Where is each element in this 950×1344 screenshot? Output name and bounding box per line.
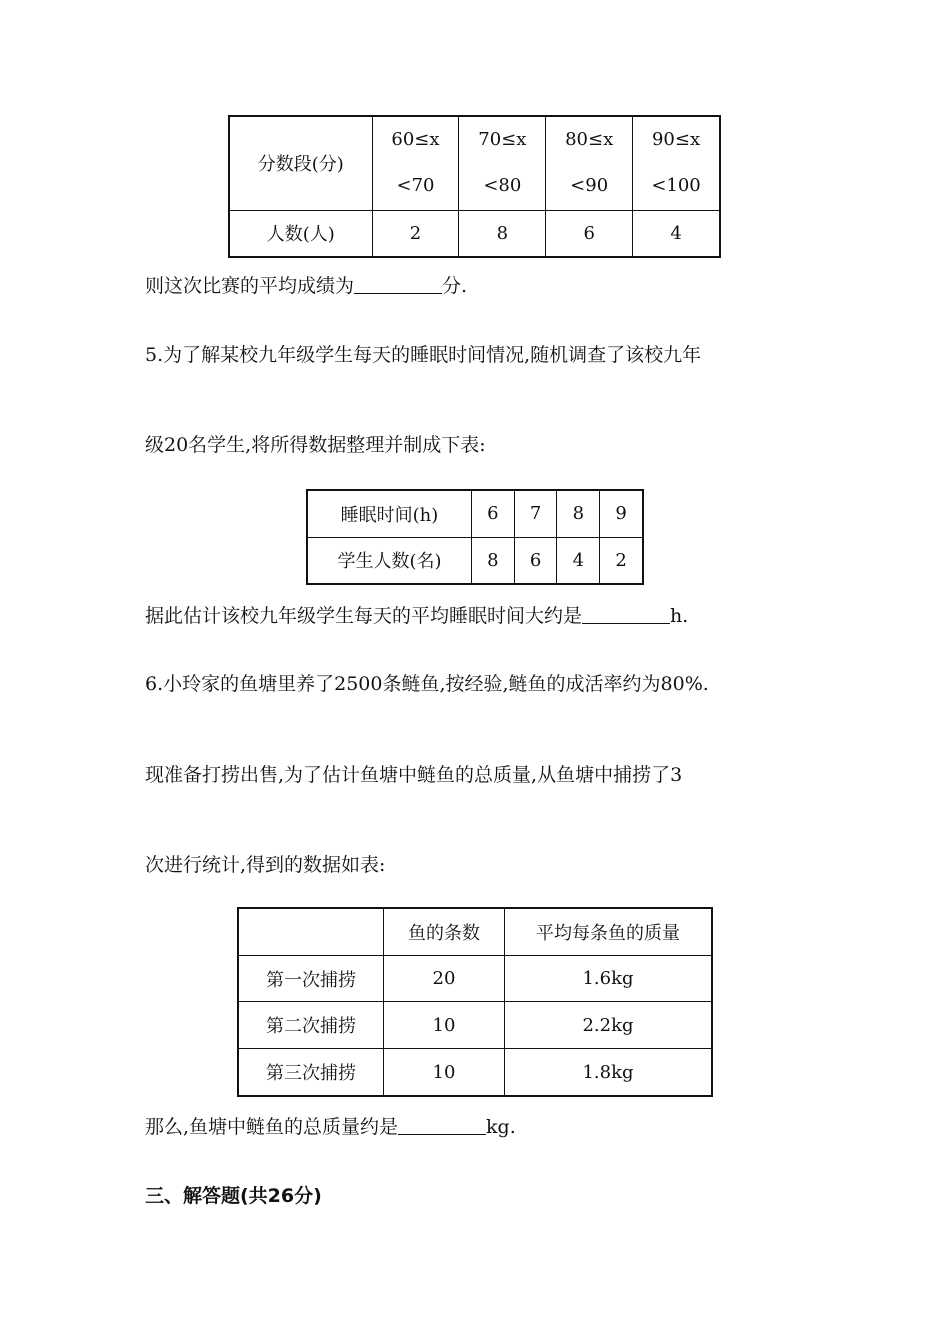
fish-header-mass: 平均每条鱼的质量 <box>505 908 713 955</box>
count-cell: 2 <box>372 210 459 257</box>
answer-blank[interactable] <box>354 273 442 294</box>
count-cell: 6 <box>546 210 633 257</box>
range-bottom: <70 <box>396 175 435 197</box>
catch-label: 第二次捕捞 <box>238 1002 384 1049</box>
sleep-table <box>306 489 644 585</box>
answer-blank[interactable] <box>398 1114 486 1135</box>
student-cell: 8 <box>471 537 514 584</box>
q4-answer-line <box>145 273 467 298</box>
range-top: 80≤x <box>565 129 614 151</box>
catch-mass: 1.8kg <box>505 1049 713 1096</box>
score-range-cell <box>459 116 546 210</box>
q6-answer-before: 那么,鱼塘中鲢鱼的总质量约是 <box>145 1116 399 1138</box>
count-label: 人数(人) <box>229 210 372 257</box>
score-range-cell <box>633 116 720 210</box>
fish-header-count: 鱼的条数 <box>384 908 505 955</box>
q6-line-3: 次进行统计,得到的数据如表: <box>145 854 386 876</box>
q5-line-1: 5.为了解某校九年级学生每天的睡眠时间情况,随机调查了该校九年 <box>145 344 702 366</box>
range-bottom: <90 <box>570 175 609 197</box>
range-top: 70≤x <box>478 129 527 151</box>
q5-answer-after: h. <box>670 605 689 627</box>
range-top: 90≤x <box>651 129 701 151</box>
student-cell: 6 <box>514 537 557 584</box>
fish-table <box>237 907 713 1097</box>
score-table <box>228 115 721 258</box>
score-range-cell <box>372 116 459 210</box>
score-header-label: 分数段(分) <box>229 116 372 210</box>
q5-line-2: 级20名学生,将所得数据整理并制成下表: <box>145 434 486 456</box>
sleep-row2-label: 学生人数(名) <box>307 537 471 584</box>
q6-line-2: 现准备打捞出售,为了估计鱼塘中鲢鱼的总质量,从鱼塘中捕捞了3 <box>145 764 683 786</box>
q6-answer-line <box>145 1114 516 1139</box>
sleep-row1-label: 睡眠时间(h) <box>307 490 471 537</box>
q6-line-1: 6.小玲家的鱼塘里养了2500条鲢鱼,按经验,鲢鱼的成活率约为80%. <box>145 673 709 695</box>
catch-label: 第一次捕捞 <box>238 955 384 1002</box>
fish-header-empty <box>238 908 384 955</box>
catch-count: 20 <box>384 955 505 1002</box>
hour-cell: 8 <box>557 490 600 537</box>
hour-cell: 7 <box>514 490 557 537</box>
q6-answer-after: kg. <box>486 1116 516 1138</box>
answer-blank[interactable] <box>582 603 670 624</box>
count-cell: 4 <box>633 210 720 257</box>
catch-count: 10 <box>384 1002 505 1049</box>
section-title: 三、解答题(共26分) <box>145 1185 322 1207</box>
hour-cell: 6 <box>471 490 514 537</box>
count-cell: 8 <box>459 210 546 257</box>
q5-answer-line <box>145 603 688 628</box>
range-top: 60≤x <box>391 129 440 151</box>
score-range-cell <box>546 116 633 210</box>
catch-label: 第三次捕捞 <box>238 1049 384 1096</box>
student-cell: 2 <box>600 537 643 584</box>
hour-cell: 9 <box>600 490 643 537</box>
catch-mass: 1.6kg <box>505 955 713 1002</box>
catch-mass: 2.2kg <box>505 1002 713 1049</box>
student-cell: 4 <box>557 537 600 584</box>
q4-answer-after: 分. <box>442 275 468 297</box>
catch-count: 10 <box>384 1049 505 1096</box>
range-bottom: <80 <box>483 175 522 197</box>
q4-answer-before: 则这次比赛的平均成绩为 <box>145 275 355 297</box>
q5-answer-before: 据此估计该校九年级学生每天的平均睡眠时间大约是 <box>145 605 583 627</box>
range-bottom: <100 <box>651 175 701 197</box>
